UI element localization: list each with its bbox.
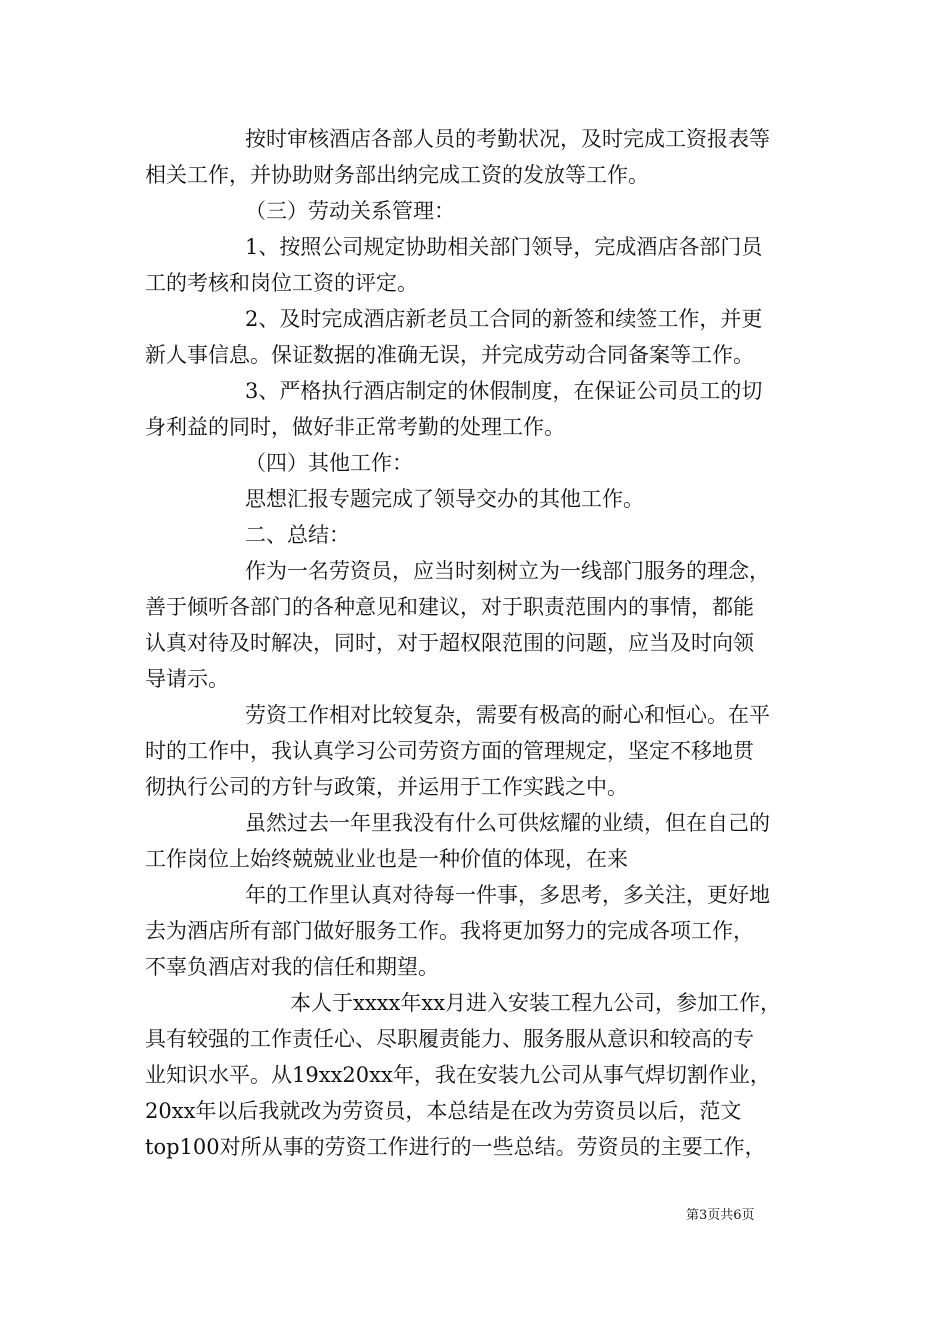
paragraph-line: 身利益的同时，做好非正常考勤的处理工作。 [145,415,565,439]
paragraph-line: 3、严格执行酒店制定的休假制度，在保证公司员工的切 [245,379,763,403]
paragraph-line: 彻执行公司的方针与政策，并运用于工作实践之中。 [145,775,628,799]
paragraph-line: 不辜负酒店对我的信任和期望。 [145,955,439,979]
paragraph-line: 本人于xxxx年xx月进入安装工程九公司，参加工作， [290,991,782,1015]
paragraph-line: 新人事信息。保证数据的准确无误，并完成劳动合同备案等工作。 [145,343,754,367]
paragraph-line: 作为一名劳资员，应当时刻树立为一线部门服务的理念， [245,559,770,583]
page-number: 第3页共6页 [686,1208,755,1223]
section-heading: （四）其他工作： [245,451,413,475]
paragraph-line: 思想汇报专题完成了领导交办的其他工作。 [245,487,644,511]
paragraph-line: 劳资工作相对比较复杂，需要有极高的耐心和恒心。在平 [245,703,770,727]
paragraph-line: 认真对待及时解决，同时，对于超权限范围的问题，应当及时向领 [145,631,754,655]
paragraph-line: 相关工作，并协助财务部出纳完成工资的发放等工作。 [145,163,649,187]
paragraph-line: 年的工作里认真对待每一件事，多思考，多关注，更好地 [245,883,770,907]
paragraph-line: 导请示。 [145,667,229,691]
paragraph-line: 虽然过去一年里我没有什么可供炫耀的业绩，但在自己的 [245,811,770,835]
paragraph-line: top100对所从事的劳资工作进行的一些总结。劳资员的主要工作， [145,1135,766,1159]
paragraph-line: 工作岗位上始终兢兢业业也是一种价值的体现，在来 [145,847,628,871]
paragraph-line: 善于倾听各部门的各种意见和建议，对于职责范围内的事情，都能 [145,595,754,619]
document-body [145,121,825,1165]
paragraph-line: 工的考核和岗位工资的评定。 [145,271,418,295]
paragraph-line: 业知识水平。从19xx20xx年，我在安装九公司从事气焊切割作业， [145,1063,771,1087]
section-heading: 二、总结： [245,523,350,547]
paragraph-line: 按时审核酒店各部人员的考勤状况，及时完成工资报表等 [245,127,770,151]
paragraph-line: 2、及时完成酒店新老员工合同的新签和续签工作，并更 [245,307,763,331]
paragraph-line: 1、按照公司规定协助相关部门领导，完成酒店各部门员 [245,235,763,259]
paragraph-line: 具有较强的工作责任心、尽职履责能力、服务服从意识和较高的专 [145,1027,754,1051]
paragraph-line: 时的工作中，我认真学习公司劳资方面的管理规定，坚定不移地贯 [145,739,754,763]
paragraph-line: 去为酒店所有部门做好服务工作。我将更加努力的完成各项工作， [145,919,754,943]
paragraph-line: 20xx年以后我就改为劳资员，本总结是在改为劳资员以后，范文 [145,1099,742,1123]
section-heading: （三）劳动关系管理： [245,199,455,223]
